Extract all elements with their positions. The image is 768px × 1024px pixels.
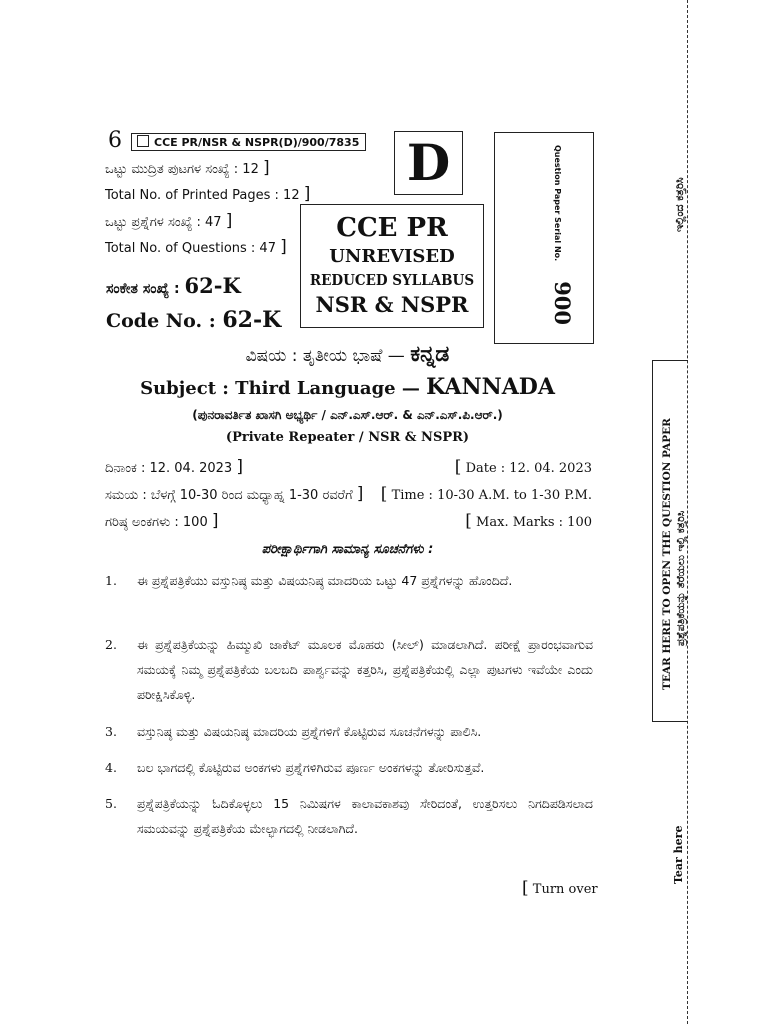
exam-type-line4: NSR & NSPR xyxy=(315,292,469,317)
printed-pages-en: Total No. of Printed Pages : 12 ] xyxy=(105,184,311,204)
subject-en: Subject : Third Language — KANNADA xyxy=(140,374,555,400)
printed-pages-kn: ಒಟ್ಟು ಮುದ್ರಿತ ಪುಟಗಳ ಸಂಖ್ಯೆ : 12 ] xyxy=(105,158,270,178)
paper-code: CCE PR/NSR & NSPR(D)/900/7835 xyxy=(154,136,360,149)
serial-number: 900 xyxy=(550,281,575,326)
serial-label: Question Paper Serial No. xyxy=(553,145,562,262)
cut-here-kn: ಇಲ್ಲಿಂದ ಕತ್ತರಿಸಿ xyxy=(673,177,686,232)
time-row xyxy=(105,484,592,504)
code-number-kn: ಸಂಕೇತ ಸಂಖ್ಯೆ : 62-K xyxy=(106,273,241,298)
date-en: [ Date : 12. 04. 2023 xyxy=(454,457,592,477)
code-number-en: Code No. : 62-K xyxy=(106,307,282,333)
candidate-type-en: (Private Repeater / NSR & NSPR) xyxy=(225,430,470,445)
turn-over: [ Turn over xyxy=(522,878,598,898)
exam-type-line2: UNREVISED xyxy=(329,246,455,267)
marks-en: [ Max. Marks : 100 xyxy=(465,511,592,531)
exam-type-line3: REDUCED SYLLABUS xyxy=(309,271,475,289)
tear-here-text: Tear here xyxy=(672,825,685,884)
time-en: [ Time : 10-30 A.M. to 1-30 P.M. xyxy=(380,484,592,504)
instruction-item: 4. ಬಲ ಭಾಗದಲ್ಲಿ ಕೊಟ್ಟಿರುವ ಅಂಕಗಳು ಪ್ರಶ್ನೆಗಳಿಗಿರುವ ಪೂರ್ಣ ಅಂಕಗಳನ್ನು ತೋರಿಸುತ್ತವೆ. xyxy=(105,760,485,775)
tear-open-text-kn: ಪ್ರಶ್ನೆಪತ್ರಿಕೆಯನ್ನು ತೆರೆಯಲು ಇಲ್ಲಿ ಕತ್ತರಿಸಿ xyxy=(675,510,687,646)
marks-kn: ಗರಿಷ್ಠ ಅಂಕಗಳು : 100 ] xyxy=(105,511,219,531)
candidate-type-kn: (ಪುನರಾವರ್ತಿತ ಖಾಸಗಿ ಅಭ್ಯರ್ಥಿ / ಎನ್.ಎಸ್.ಆರ್. & ಎನ್.ಎಸ್.ಪಿ.ಆರ್.) xyxy=(192,408,503,422)
date-kn: ದಿನಾಂಕ : 12. 04. 2023 ] xyxy=(105,457,243,477)
total-questions-kn: ಒಟ್ಟು ಪ್ರಶ್ನೆಗಳ ಸಂಖ್ಯೆ : 47 ] xyxy=(105,211,233,231)
total-questions-en: Total No. of Questions : 47 ] xyxy=(105,237,287,257)
instruction-item: 5. ಪ್ರಶ್ನೆಪತ್ರಿಕೆಯನ್ನು ಓದಿಕೊಳ್ಳಲು 15 ನಿಮಿಷಗಳ ಕಾಲಾವಕಾಶವು ಸೇರಿದಂತೆ, ಉತ್ತರಿಸಲು ನಿಗದಿಪಡಿಸಲಾದ ಸಮಯವನ್ನು ಪ್ರಶ್ನೆಪತ್ರಿಕೆಯ ಮೇಲ್ಭಾಗದಲ್ಲಿ ನೀಡಲಾಗಿದೆ. xyxy=(105,796,593,836)
marks-row xyxy=(105,511,592,531)
tear-open-text: TEAR HERE TO OPEN THE QUESTION PAPER xyxy=(661,418,673,690)
instruction-item: 3. ವಸ್ತುನಿಷ್ಠ ಮತ್ತು ವಿಷಯನಿಷ್ಠ ಮಾದರಿಯ ಪ್ರಶ್ನೆಗಳಿಗೆ ಕೊಟ್ಟಿರುವ ಸೂಚನೆಗಳನ್ನು ಪಾಲಿಸಿ. xyxy=(105,724,482,739)
serial-number-box xyxy=(494,132,594,344)
page-number: 6 xyxy=(108,128,122,153)
paper-code-box xyxy=(131,133,366,151)
subject-kn: ವಿಷಯ : ತೃತೀಯ ಭಾಷೆ — ಕನ್ನಡ xyxy=(245,342,450,367)
exam-type-box xyxy=(300,204,484,328)
checkbox-icon xyxy=(137,135,149,147)
version-box: D xyxy=(394,131,463,195)
instruction-item: 1. ಈ ಪ್ರಶ್ನೆಪತ್ರಿಕೆಯು ವಸ್ತುನಿಷ್ಠ ಮತ್ತು ವಿಷಯನಿಷ್ಠ ಮಾದರಿಯ ಒಟ್ಟು 47 ಪ್ರಶ್ನೆಗಳನ್ನು ಹೊಂದಿದೆ. xyxy=(105,573,513,588)
date-row xyxy=(105,457,592,477)
instructions-heading: ಪರೀಕ್ಷಾರ್ಥಿಗಾಗಿ ಸಾಮಾನ್ಯ ಸೂಚನೆಗಳು : xyxy=(261,542,434,557)
instruction-item: 2. ಈ ಪ್ರಶ್ನೆಪತ್ರಿಕೆಯನ್ನು ಹಿಮ್ಮುಖಿ ಜಾಕೆಟ್ ಮೂಲಕ ಮೊಹರು (ಸೀಲ್) ಮಾಡಲಾಗಿದೆ. ಪರೀಕ್ಷೆ ಪ್ರಾರಂಭವಾಗುವ ಸಮಯಕ್ಕೆ ನಿಮ್ಮ ಪ್ರಶ್ನೆಪತ್ರಿಕೆಯ ಬಲಬದಿ ಪಾರ್ಶ್ವವನ್ನು ಕತ್ತರಿಸಿ, ಪ್ರಶ್ನೆಪತ್ರಿಕೆಯಲ್ಲಿ ಎಲ್ಲಾ ಪುಟಗಳು ಇವೆಯೇ ಎಂದು ಪರೀಕ್ಷಿಸಿಕೊಳ್ಳಿ. xyxy=(105,637,593,702)
time-kn: ಸಮಯ : ಬೆಳಗ್ಗೆ 10-30 ರಿಂದ ಮಧ್ಯಾಹ್ನ 1-30 ರವರೆಗೆ ] xyxy=(105,484,364,504)
exam-type-line1: CCE PR xyxy=(336,213,448,243)
